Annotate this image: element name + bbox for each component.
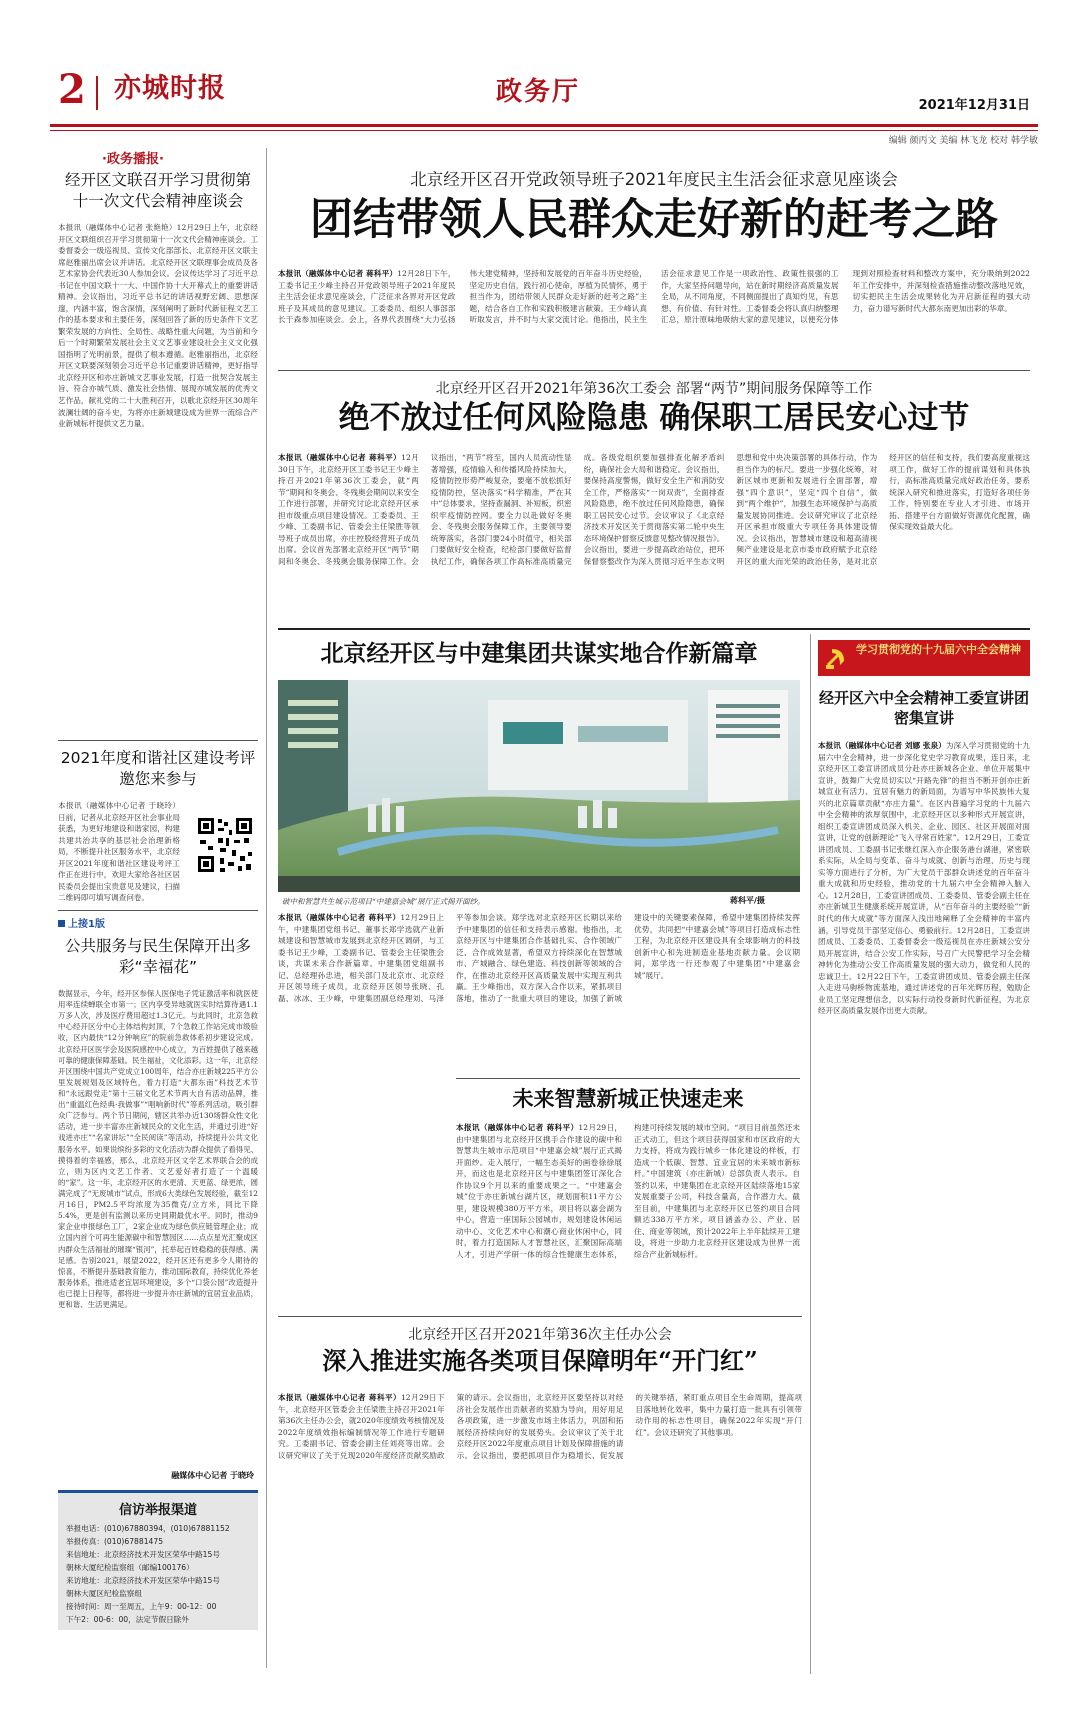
- continued-text: 上接1版: [68, 919, 105, 930]
- story5-headline: 深入推进实施各类项目保障明年“开门红”: [322, 1346, 758, 1375]
- hotline-line: 朝林大厦区纪检监察组: [66, 1589, 142, 1598]
- editor-credits: 编辑 颜丙文 美编 林飞龙 校对 韩学敏: [888, 136, 1038, 146]
- party-emblem-icon: [822, 643, 852, 673]
- byline: 本报讯（融媒体中心记者 刘娜 张泉）: [818, 741, 946, 750]
- qr-code-icon[interactable]: [196, 816, 254, 874]
- paper-logo: 亦城时报: [114, 73, 226, 104]
- issue-date: 2021年12月31日: [918, 98, 1030, 113]
- reporter-credit: 融媒体中心记者 于晓玲: [171, 1470, 254, 1480]
- story3-headline: 北京经开区与中建集团共谋实地合作新篇章: [320, 640, 758, 667]
- byline: 本报讯（融媒体中心记者 蒋科平）: [278, 1393, 401, 1402]
- square-bullet-icon: [58, 920, 65, 927]
- column-label: ·政务播报·: [102, 152, 164, 167]
- article-body: 本报讯（融媒体中心记者 于晓玲）日前，记者从北京经开区社会事业局获悉，为更好地建设和谐家园，构建共建共治共享的基层社会治理新格局，不断提升社区服务水平，北京经开区2021年度和谐社区建设考评工作正在进行中，欢迎大家给各社区居民委员会提出宝贵意见及建议，扫描二维码即可填写调查问卷。: [58, 801, 180, 903]
- story4-body: [456, 1122, 800, 1308]
- masthead: [50, 66, 1038, 126]
- study-banner: [818, 640, 1030, 676]
- byline: 本报讯（融媒体中心记者 蒋科平）: [456, 1123, 579, 1132]
- article-title: 公共服务与民生保障开出多彩“幸福花”: [64, 937, 251, 976]
- body-text: 12月29日上午，中建集团党组书记、董事长郑学选就产业新城建设和智慧城市发展到北京经开区调研，与工委书记王少峰，工委副书记、管委会主任梁胜会谈，共谋未来合作新篇章。中建集团党组副书记、总经理孙忠进，相关部门及北京市、北京经开区领导班子成员，北京经开区领导张晓、孔磊、冰冰、王少峰，中建集团副总经理刘、马泽平等参加会谈。郑学选对北京经开区长期以来给予中建集团的信任和支持表示感谢。他指出，北京经开区与中建集团合作基础扎实、合作领域广泛、合作成效显著，希望双方持续深化在智慧城市、产城融合、绿色建造、科技创新等领域的合作，在推动北京经开区高质量发展中实现互利共赢。王少峰指出，双方深入合作以来，紧抓项目落地，推动了一批重大项目的建设，加强了新城建设中的关键要素保障，希望中建集团持续发挥优势，共同把“中建嘉会城”等项目打造成标志性工程，为北京经开区建设具有全球影响力的科技创新中心和先进制造业基地贡献力量。会议期间，郑学选一行还参观了中建集团“中建嘉会城”展厅。: [278, 913, 800, 1003]
- column-divider: [810, 634, 811, 1674]
- photo-credit: 蒋科平/摄: [730, 896, 765, 905]
- divider: [278, 628, 1030, 630]
- story1-body: [278, 268, 1030, 364]
- divider: [278, 1316, 802, 1317]
- byline: 本报讯（融媒体中心记者 蒋科平）: [278, 913, 401, 922]
- hotline-line: 下午2：00-6：00，法定节假日除外: [66, 1615, 189, 1624]
- article-body: 数据显示，今年，经开区参保人医保电子凭证激活率和就医使用率连续蝉联全市第一；区内享受异地就医实时结算待遇1.1万多人次，涉及医疗费用超过1.3亿元。与此同时，北京急救中心经开区分中心主体结构封顶，7个急救工作站完成市级验收，区内最快“12分钟响应”的院前急救体系初步建设完成。北京经开区医学会及医院感控中心成立，为百姓提供了越来越可靠的健康保障基础。民生福祉，文化添彩。这一年，北京经开区围绕中国共产党成立100周年，结合亦庄新城225平方公里发展规划及区域特色，着力打造“大都东南”科技艺术节和“永远跟党走”第十三届文化艺术节两大自有活动品牌，推出“重温红色经典·我做事”“唱响新时代”等系列活动，吸引群众广泛参与。两个节日期间，辖区共举办近130场群众性文化活动，进一步丰富亦庄新城民众的文化生活，并通过引进“好戏进亦庄”“名家讲坛”“全民阅读”等活动，持续提升公共文化服务水平。如果说缤纷多彩的文化活动为群众提供了看得见、摸得着的幸福感，那么，北京经开区文学艺术界联合会的成立，则为区内文艺工作者、文艺爱好者打造了一个温暖的“家”。这一年，北京经开区的水更清、天更蓝、绿更浓，圆满完成了“无废城市”试点，形成6大类绿色发展经验，截至12月16日，PM2.5平均浓度为35微克/立方米，同比下降5.4%，更是创有监测以来历史同期最优水平。同时，推动9家企业申报绿色工厂，2家企业成为绿色供应链管理企业；成立国内首个可再生能源碳中和智慧园区……点点星光汇聚成区内群众生活福祉的璀璨“银河”，托举起百姓稳稳的获得感、满足感。告别2021，展望2022，经开区还有更多令人期待的惊喜，不断提升基础教育能力，推动国际教育，持续优化养老服务体系，推进适老宜居环境建设，多个“口袋公园”改造提升也已提上日程等，都将进一步提升亦庄新城的宜居宜业品质，更和谐、生活更满足。: [58, 989, 258, 1310]
- section-name: 政务厅: [496, 77, 581, 107]
- body-text: 为深入学习贯彻党的十九届六中全会精神，进一步深化党史学习教育成果，连日来，北京经开区工委宣讲团成员分赴亦庄新城各企业、单位开展集中宣讲，鼓舞广大党员切实以“开路先锋”的担当不断开创亦庄新城宣业有活力、宜居有魅力的新局面，为谱写中华民族伟大复兴的北京篇章贡献“亦庄力量”。在区内普遍学习党的十九届六中全会精神的浓厚氛围中，北京经开区以多种形式开展宣讲，组织工委宣讲团成员深入机关、企业、园区、社区开展面对面宣讲，让党的创新理论“飞入寻常百姓家”。12月29日，工委宣讲团成员、工委副书记张继红深入亦企服务港台湖港，紧密联系实际，从全局与变革、奋斗与成就、创新与治理、历史与现实等方面进行了分析，为广大党员干部群众讲述党的百年奋斗重大成就和历史经验，推动党的十九届六中全会精神入脑入心。12月28日，工委宣讲团成员、工委委员、管委会副主任在亦庄新城卫生健康系统开展宣讲，从“百年奋斗的主要经验”“新时代的伟大成就”等方面深入浅出地阐释了全会精神的丰富内涵，引导党员干部坚定信心、勇毅前行。12月28日，工委宣讲团成员、工委委员、工委督委会一级巡视员在亦庄新城公安分局开展宣讲，结合公安工作实际，号召广大民警把学习全会精神转化为推动公安工作高质量发展的强大动力，做党和人民的忠诚卫士。12月22日下午，工委宣讲团成员、管委会副主任深入走进马驹桥物流基地，通过讲述党的百年光辉历程，勉励企业员工坚定理想信念，以实际行动投身新时代新征程，为北京经开区高质量发展作出更大贡献。: [818, 741, 1030, 1016]
- story5-body: [278, 1392, 802, 1668]
- body-text: 12月29日，由中建集团与北京经开区携手合作建设的碳中和智慧共生城市示范项目“中建嘉会城”展厅正式揭开面纱。走入展厅，一幅生态美好的画卷徐徐展开，而这也是北京经开区与中建集团签订深化合作协议9个月以来的重要成果之一。“中建嘉会城”位于亦庄新城台湖片区，规划面积11平方公里，建设规模380万平方米，项目将以嘉会湖为中心，营造一座国际公园城市，规划建设休闲运动中心、文化艺术中心和潮心商业休闲中心，同时，着力打造国际人才智慧社区，汇聚国际高端人才，引进产学研一体的综合性健康生态体系，构建可持续发展的城市空间。“项目目前虽然还未正式动工，但这个项目获得国家和市区政府的大力支持，将成为践行城乡一体化建设的样板，打造成一个低碳、智慧、宜业宜居的未来城市新标杆。”中国建筑（亦庄新城）总部负责人表示。自签约以来，中建集团在北京经开区陆续落地15家发展重要子公司，科技含量高，合作潜力大。截至目前，中建集团与北京经开区已签约项目合同额达338万平方米，项目涵盖办公、产业、居住、商业等领域，预计2022年上半年陆续开工建设，将进一步助力北京经开区建设成为世界一流综合产业新城标杆。: [456, 1123, 800, 1259]
- byline: 本报讯（融媒体中心记者 蒋科平）: [278, 269, 398, 278]
- masthead-rule: [50, 124, 1038, 127]
- hotline-line: 来访地址：北京经济技术开发区荣华中路15号: [66, 1576, 220, 1585]
- article-title: 经开区文联召开学习贯彻第十一次文代会精神座谈会: [64, 171, 251, 210]
- hotline-box: [58, 1490, 258, 1630]
- story5-kicker: 北京经开区召开2021年第36次主任办公会: [408, 1327, 672, 1343]
- right-article-title: 经开区六中全会精神工委宣讲团密集宣讲: [818, 689, 1029, 728]
- story2-kicker: 北京经开区召开2021年第36次工委会 部署“两节”期间服务保障等工作: [435, 381, 873, 397]
- right-article-body: [818, 740, 1030, 1670]
- article-body: 本报讯（融媒体中心记者 张艳艳）12月29日上午，北京经开区文联组织召开学习贯彻第十一次文代会精神座谈会。工委督委会一级巡视员、宣传文化部部长、北京经开区文联主席赵雅丽出席会议并讲话。北京经开区文联理事会成员及各艺术家协会代表近30人参加会议。会议传达学习了习近平总书记在中国文联十一大、中国作协十大开幕式上的重要讲话精神。会议指出，习近平总书记的讲话视野宏阔、思想深邃，内涵丰富，饱含深情，深刻阐明了新时代新征程文艺工作的基本要求和主要任务，深刻回答了新的历史条件下文艺繁荣发展的方向性、全局性、战略性重大问题，为当前和今后一个时期繁荣发展社会主义文艺事业建设社会主义文化强国指明了光明前景，提供了根本遵循。赵雅丽指出，北京经开区文联要深刻领会习近平总书记重要讲话精神，更好指导北京经开区和亦庄新城文艺事业发展，打造一批契合发展主旨、符合亦城气质、激发社会热情、展现亦城发展的优秀文艺作品，献礼党的二十大胜利召开，以歌北京经开区30周年波澜壮阔的奋斗史，为将亦庄新城建设成为世界一流综合产业新城标杆提供文艺力量。: [58, 223, 258, 429]
- divider: [58, 910, 258, 911]
- masthead-divider: [96, 76, 98, 110]
- divider: [456, 1078, 800, 1079]
- story1-kicker: 北京经开区召开党政领导班子2021年度民主生活会征求意见座谈会: [410, 170, 898, 189]
- left-column: [58, 148, 258, 1673]
- article-title: 2021年度和谐社区建设考评邀您来参与: [60, 749, 256, 788]
- body-text: 12月29日下午，北京经开区管委会主任梁胜主持召开2021年第36次主任办公会，就2020年度绩效考核情况及2022年度绩效指标编制情况等工作进行专题研究。工委副书记、管委会副主任刘亮等出席。会议研究审议了关于兑现2020年度经济贡献奖励政策的请示。会议指出，北京经开区要坚持以对经济社会发展作出贡献者的奖励为导向，用好用足各项政策，进一步激发市场主体活力，巩固和拓展经济持续向好的发展势头。会议审议了关于北京经开区2022年度重点项目计划及保障措施的请示。会议指出，要把抓项目作为稳增长、促发展的关键举措，紧盯重点项目全生命周期，提高项目落地转化效率，集中力量打造一批具有引领带动作用的标志性项目，确保2022年实现“开门红”。会议还研究了其他事项。: [278, 1393, 802, 1460]
- byline: 本报讯（融媒体中心记者 蒋科平）: [278, 453, 402, 462]
- continued-label: [58, 915, 105, 930]
- body-text: 12月30日下午，北京经开区工委书记王少峰主持召开2021年第36次工委会，就“两节”期间和冬奥会、冬残奥会期间以来安全工作进行部署，并研究讨论北京经开区承担市级重点项目建设情况。工委委员、王少峰、工委副书记、管委会主任梁胜等领导班子成员出席，亦庄控股经营班子成员出席。会议首先部署北京经开区“两节”期间和冬奥会、冬残奥会服务保障工作。会议指出，“两节”将至，国内人员流动性显著增强，疫情输入和传播风险持续加大，疫情防控形势严峻复杂，要毫不放松抓好疫情防控，坚决落实“科学精准，严在其中”总体要求，坚持查漏洞、补短板，织密织牢疫情防控网。要全力以赴做好冬奥会、冬残奥会服务保障工作，主要领导要统筹落实，各部门要24小时值守，相关部门要做好安全检查，纪检部门要做好监督执纪工作，确保各项工作高标准高质量完成。各级党组织要加强排查化解矛盾纠纷，确保社会大局和谐稳定。会议指出，要保持高度警惕，做好安全生产和消防安全工作，严格落实“一岗双责”，全面排查风险隐患，绝不放过任何风险隐患，确保职工居民安心过节。会议审议了《北京经济技术开发区关于贯彻落实第二轮中央生态环境保护督察反馈意见整改情况报告》。会议指出，要进一步提高政治站位，把环保督察整改作为深入贯彻习近平生态文明思想和党中央决策部署的具体行动，作为担当作为的标尺。要进一步强化统筹，对新区城市更新和发展进行全面部署，增强“四个意识”，坚定“四个自信”，做到“两个维护”，加强生态环境保护与高质量发展协同推进。会议研究审议了北京经开区承担市级重大专项任务具体建设情况。会议指出，智慧城市建设和超高清视频产业建设是北京市委市政府赋予北京经开区的重大而光荣的政治任务，是对北京经开区的信任和支持，我们要高度重视这项工作，做好工作的提前谋划和具体执行，高标准高质量完成好政治任务，要系统深入研究和推进落实，打造好各项任务工作，特别要在专业人才引进、市场开拓、搭建平台方面做好资源优化配置，确保实现效益最大化。: [278, 453, 1030, 566]
- divider: [58, 740, 258, 741]
- hotline-line: 举报电话：(010)67880394，(010)67881152: [66, 1524, 230, 1533]
- story2-headline: 绝不放过任何风险隐患 确保职工居民安心过节: [338, 400, 970, 436]
- divider: [278, 370, 1030, 371]
- story4-headline: 未来智慧新城正快速走来: [512, 1086, 744, 1111]
- hotline-line: 来信地址：北京经济技术开发区荣华中路15号: [66, 1550, 220, 1559]
- exhibition-hall-photo: [278, 680, 800, 892]
- body-text: 12月28日下午，工委书记王少峰主持召开党政领导班子2021年度民主生活会征求意见座谈会，广泛征求各界对开区党政班子及其成员的意见建议。工委委员、组织人事部部长于森参加座谈会。会上，各界代表围绕“大力弘扬伟大建党精神，坚持和发展党的百年奋斗历史经验，坚定历史自信，践行初心使命，厚植为民情怀，勇于担当作为，团结带领人民群众走好新的赶考之路”主题，结合各自工作和实践积极建言献策。王少峰认真听取发言，并不时与大家交流讨论。他指出，民主生活会征求意见工作是一项政治性、政策性很强的工作，大家坚持问题导向，站在新时期经济高质量发展全局，从不同角度，不同侧面提出了真知灼见，有思想、有价值、有针对性。工委督委会将认真归纳整理汇总，原汁原味地吸纳大家的意见建议，以便充分体现到对照检查材料和整改方案中，充分吸纳到2022年工作安排中，并深刻检查措施推动整改落地见效，切实把民主生活会成果转化为开启新征程的强大动力，奋力谱写新时代大都东南更加出彩的华章。: [278, 269, 1030, 325]
- story1-headline: 团结带领人民群众走好新的赶考之路: [310, 196, 998, 245]
- hotline-line: 举报传真：(010)67881475: [66, 1537, 164, 1546]
- story2-body: [278, 452, 1030, 620]
- hotline-line: 朝林大厦纪检监察组（邮编100176）: [66, 1563, 194, 1572]
- column-divider: [266, 148, 267, 1668]
- hotline-title: 信访举报渠道: [118, 1503, 197, 1518]
- banner-text: 学习贯彻党的十九届六中全会精神: [856, 643, 1021, 656]
- page-number: 2: [58, 66, 86, 113]
- hotline-line: 接待时间：周一至周五，上午9：00-12：00: [66, 1602, 217, 1611]
- photo-caption: 破中和智慧共生城示范项目“中建嘉会城”展厅正式揭开面纱。: [282, 897, 485, 906]
- masthead-rule-thin: [50, 130, 1038, 131]
